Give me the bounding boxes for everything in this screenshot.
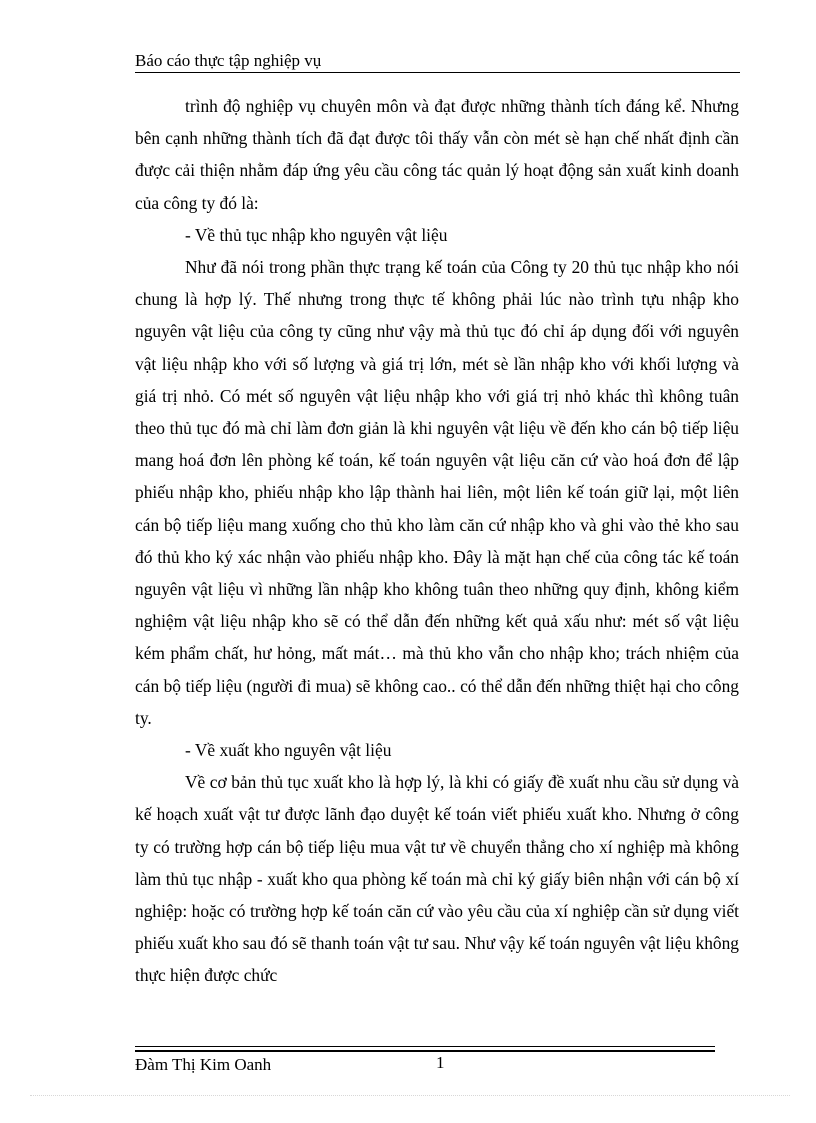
section-heading: - Về thủ tục nhập kho nguyên vật liệu [185,224,448,245]
paragraph: Về cơ bản thủ tục xuất kho là hợp lý, là khi có giấy đề xuất nhu cầu sử dụng và kế hoạch xuất vật tư được lãnh đạo duyệt kế toán viết phiếu xuất kho. Nhưng ở công ty có trường hợp cán bộ tiếp liệu mua vật tư về chuyển thẳng cho xí nghiệp mà không làm thủ tục nhập - xuất kho qua phòng kế toán mà chỉ ký giấy biên nhận với cán bộ xí nghiệp: hoặc có trường hợp kế toán căn cứ vào yêu cầu của xí nghiệp cần sử dụng viết phiếu xuất kho sau đó sẽ thanh toán vật tư sau. Như vậy kế toán nguyên vật liệu không thực hiện được chức [135,772,739,986]
document-body [135,90,739,992]
paragraph: Như đã nói trong phần thực trạng kế toán của Công ty 20 thủ tục nhập kho nói chung là hợp lý. Thế nhưng trong thực tế không phải lúc nào trình tựu nhập kho nguyên vật liệu của công ty cũng như vậy mà thủ tục đó chỉ áp dụng đối với nguyên vật liệu nhập kho với số lượng và giá trị lớn, mét sè lần nhập kho với khối lượng và giá trị nhỏ. Có mét số nguyên vật liệu nhập kho với giá trị nhỏ khác thì không tuân theo thủ tục đó mà chỉ làm đơn giản là khi nguyên vật liệu về đến kho cán bộ tiếp liệu mang hoá đơn lên phòng kế toán, kế toán nguyên vật liệu căn cứ vào hoá đơn để lập phiếu nhập kho, phiếu nhập kho lập thành hai liên, một liên kế toán giữ lại, một liên cán bộ tiếp liệu mang xuống cho thủ kho làm căn cứ nhập kho và ghi vào thẻ kho sau đó thủ kho ký xác nhận vào phiếu nhập kho. Đây là mặt hạn chế của công tác kế toán nguyên vật liệu vì những lần nhập kho không tuân theo những quy định, không kiểm nghiệm vật liệu nhập kho sẽ có thể dẫn đến những kết quả xấu như: mét số vật liệu kém phẩm chất, hư hỏng, mất mát… mà thủ kho vẫn cho nhập kho; trách nhiệm của cán bộ tiếp liệu (người đi mua) sẽ không cao.. có thể dẫn đến những thiệt hại cho công ty. [135,257,739,728]
page-number: 1 [436,1053,445,1072]
header-title: Báo cáo thực tập nghiệp vụ [135,51,322,70]
section-heading: - Về xuất kho nguyên vật liệu [185,740,392,761]
footer-rule-thick [135,1050,715,1052]
footer-rule [135,1046,715,1047]
paragraph: trình độ nghiệp vụ chuyên môn và đạt được những thành tích đáng kể. Nhưng bên cạnh những thành tích đã đạt được tôi thấy vẫn còn mét sè hạn chế nhất định cần được cải thiện nhằm đáp ứng yêu cầu công tác quản lý hoạt động sản xuất kinh doanh của công ty đó là: [135,96,739,213]
page-header [135,50,740,73]
footer-author: Đàm Thị Kim Oanh [135,1055,272,1074]
page-edge-divider [30,1095,790,1096]
